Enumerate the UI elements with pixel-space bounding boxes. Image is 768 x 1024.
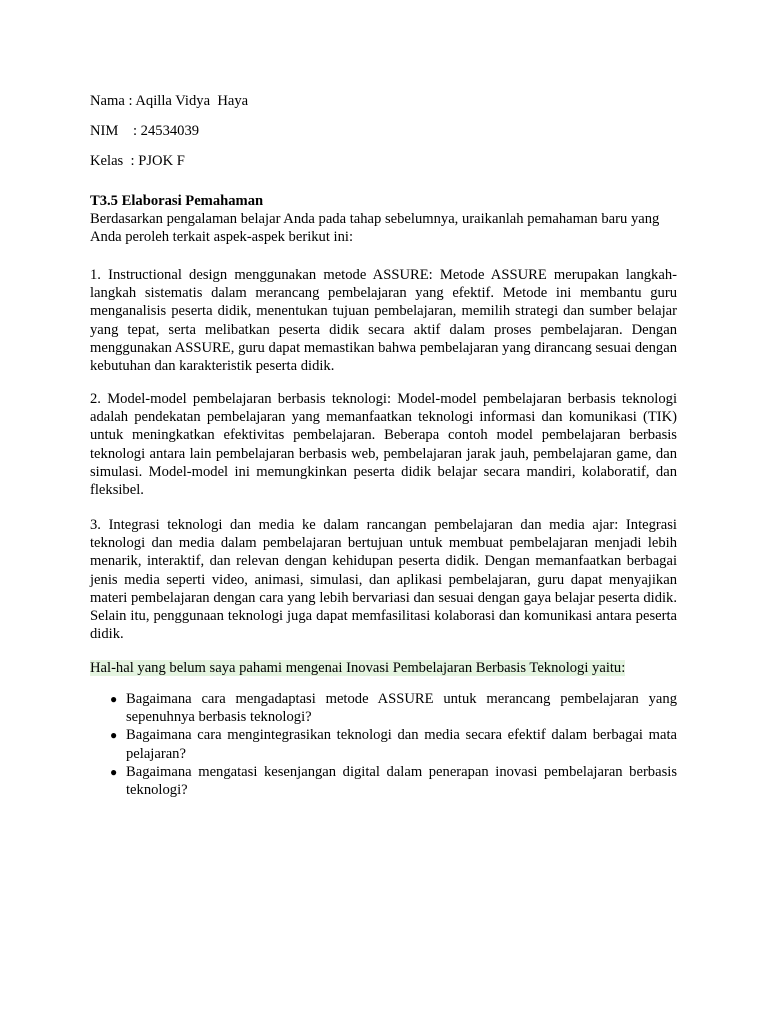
name-line: Nama : Aqilla Vidya Haya — [90, 93, 249, 109]
question-text: Bagaimana cara mengadaptasi metode ASSURE untuk merancang pembelajaran yang sepenuhnya berbasis teknologi? — [126, 691, 677, 726]
question-text: Bagaimana cara mengintegrasikan teknologi dan media secara efektif dalam berbagai mata pelajaran? — [126, 727, 677, 762]
bullet-icon: ● — [110, 728, 118, 743]
questions-heading-line — [90, 659, 625, 677]
section-title: T3.5 Elaborasi Pemahaman — [90, 193, 264, 209]
questions-heading: Hal-hal yang belum saya pahami mengenai Inovasi Pembelajaran Berbasis Teknologi yaitu: — [90, 660, 626, 676]
nim-line: NIM : 24534039 — [90, 123, 200, 139]
question-text: Bagaimana mengatasi kesenjangan digital dalam penerapan inovasi pembelajaran berbasis teknologi? — [126, 763, 677, 799]
list-item — [90, 763, 677, 799]
section-intro: Berdasarkan pengalaman belajar Anda pada tahap sebelumnya, uraikanlah pemahaman baru yang Anda peroleh terkait aspek-aspek berikut ini: — [90, 211, 660, 246]
section-block — [90, 192, 677, 247]
list-item — [90, 726, 677, 762]
class-line: Kelas : PJOK F — [90, 153, 185, 169]
questions-list — [90, 690, 677, 799]
paragraph-integration: 3. Integrasi teknologi dan media ke dalam rancangan pembelajaran dan media ajar: Integrasi teknologi dan media dalam pembelajaran bertujuan untuk membuat pembelajaran menjadi lebih menarik, interaktif, dan relevan dengan kehidupan peserta didik. Dengan memanfaatkan berbagai jenis media seperti video, animasi, simulasi, dan aplikasi pembelajaran, guru dapat menyajikan materi pembelajaran dengan cara yang lebih bervariasi dan sesuai dengan gaya belajar peserta didik. Selain itu, penggunaan teknologi juga dapat memfasilitasi kolaborasi dan komunikasi antara peserta didik. — [90, 517, 677, 643]
bullet-icon: ● — [110, 692, 118, 706]
bullet-icon: ● — [110, 764, 118, 779]
list-item — [90, 690, 677, 726]
paragraph-assure: 1. Instructional design menggunakan metode ASSURE: Metode ASSURE merupakan langkah-langkah sistematis dalam merancang pembelajaran yang efektif. Metode ini membantu guru menganalisis peserta didik, menentukan tujuan pembelajaran, memilih strategi dan sumber belajar yang tepat, serta melibatkan peserta didik secara aktif dalam proses pembelajaran. Dengan menggunakan ASSURE, guru dapat memastikan bahwa pembelajaran yang dirancang sesuai dengan kebutuhan dan karakteristik peserta didik. — [90, 267, 677, 375]
paragraph-models: 2. Model-model pembelajaran berbasis teknologi: Model-model pembelajaran berbasis teknologi adalah pendekatan pembelajaran yang memanfaatkan teknologi informasi dan komunikasi (TIK) untuk meningkatkan efektivitas pembelajaran. Beberapa contoh model pembelajaran berbasis teknologi antara lain pembelajaran berbasis web, pembelajaran jarak jauh, pembelajaran game, dan simulasi. Model-model ini memungkinkan peserta didik belajar secara mandiri, kolaboratif, dan fleksibel. — [90, 391, 677, 499]
